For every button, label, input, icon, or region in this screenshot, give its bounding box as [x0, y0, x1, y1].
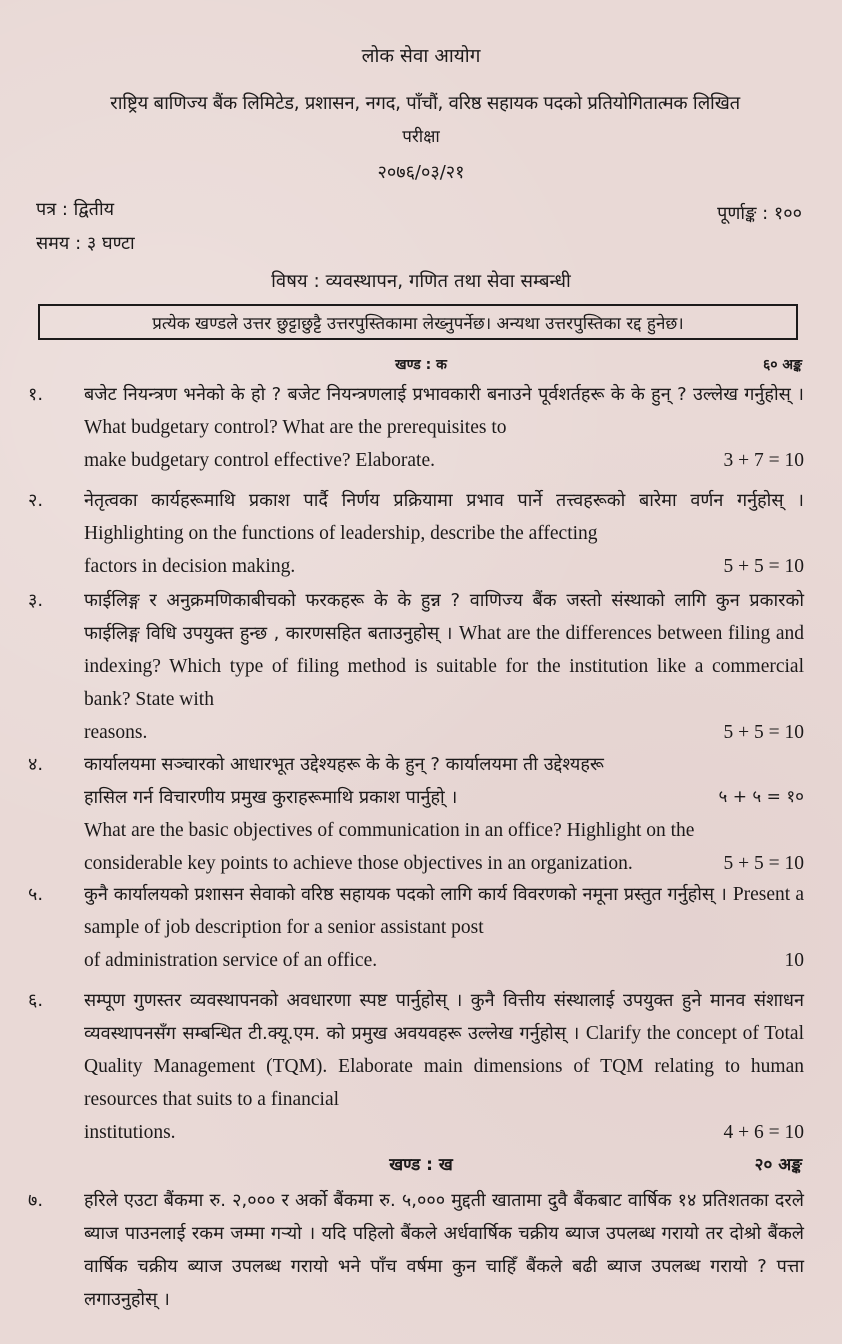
- question-number: ५.: [28, 884, 44, 905]
- question-text-english: What are the basic objectives of communication in an office? Highlight on the: [84, 820, 695, 841]
- question-text: [84, 878, 804, 944]
- exam-title-line1: राष्ट्रिय बाणिज्य बैंक लिमिटेड, प्रशासन, नगद, पाँचौं, वरिष्ठ सहायक पदको प्रतियोगितात्मक लिखित: [110, 93, 740, 114]
- question-number: ४.: [28, 754, 44, 775]
- question-last-line: [84, 1116, 804, 1149]
- question-text-nepali: नेतृत्वका कार्यहरूमाथि प्रकाश पार्दै निर्णय प्रक्रियामा प्रभाव पार्ने तत्त्वहरूको बारेमा वर्णन गर्नुहोस् ।: [84, 490, 804, 511]
- question-text-english: Present a sample of job description for a senior assistant post: [84, 884, 804, 938]
- instruction-notice-text: प्रत्येक खण्डले उत्तर छुट्टाछुट्टै उत्तरपुस्तिकामा लेख्नुपर्नेछ। अन्यथा उत्तरपुस्तिका रद्द हुनेछ।: [152, 313, 684, 334]
- question-last-line: [84, 550, 804, 583]
- question-marks-nepali: ५ + ५ = १०: [718, 787, 804, 807]
- exam-date: २०७६/०३/२१: [377, 162, 465, 183]
- question-text-english: Highlighting on the functions of leadership, describe the affecting: [84, 523, 598, 544]
- question-text-nepali: फाईलिङ्ग र अनुक्रमणिकाबीचको फरकहरू के के हुन्न ? वाणिज्य बैंक जस्तो संस्थाको लागि कुन प्रकारको फाईलिङ्ग विधि उपयुक्त हुन्छ , कारणसहित बताउनुहोस् ।: [84, 590, 804, 644]
- instruction-notice-box: [38, 304, 798, 340]
- question-last-line: [84, 716, 804, 749]
- question-text: [84, 984, 804, 1116]
- question-marks: 3 + 7 = 10: [723, 450, 804, 471]
- question-text: [84, 484, 804, 550]
- organization-name: लोक सेवा आयोग: [361, 45, 481, 67]
- exam-title-line2: परीक्षा: [402, 127, 440, 147]
- question-number: ७.: [28, 1190, 44, 1211]
- question-5: [28, 878, 804, 977]
- question-text-english-end: factors in decision making.: [84, 556, 296, 577]
- question-marks: 5 + 5 = 10: [723, 556, 804, 577]
- question-text-nepali: कार्यालयमा सञ्चारको आधारभूत उद्देश्यहरू के के हुन् ? कार्यालयमा ती उद्देश्यहरू: [84, 754, 604, 775]
- question-text-english-end: reasons.: [84, 722, 148, 743]
- question-text-english-block: [84, 814, 804, 847]
- section-a-marks: ६० अङ्क: [763, 357, 802, 373]
- question-text-nepali: बजेट नियन्त्रण भनेको के हो ? बजेट नियन्त्रणलाई प्रभावकारी बनाउने पूर्वशर्तहरू के के हुन् ? उल्लेख गर्नुहोस् ।: [84, 384, 804, 405]
- full-marks: पूर्णाङ्क : १००: [717, 203, 802, 224]
- question-text-english: What are the differences between filing and indexing? Which type of filing method is suitable for the institution like a commercial bank? State with: [84, 623, 804, 710]
- question-number: ६.: [28, 990, 44, 1011]
- question-marks: 5 + 5 = 10: [723, 853, 804, 874]
- question-text-nepali: हरिले एउटा बैंकमा रु. २,००० र अर्को बैंकमा रु. ५,००० मुद्दती खातामा दुवै बैंकबाट वार्षिक १४ प्रतिशतका दरले ब्याज पाउनलाई रकम जम्मा गऱ्यो । यदि पहिलो बैंकले अर्धवार्षिक चक्रीय ब्याज उपलब्ध गरायो तर दोश्रो बैंकले वार्षिक चक्रीय ब्याज उपलब्ध गरायो भने पाँच वर्षमा कुन चाहिँ बैंकले बढी ब्याज उपलब्ध गरायो ? पत्ता लगाउनुहोस् ।: [84, 1190, 804, 1310]
- question-number: २.: [28, 490, 44, 511]
- question-3: [28, 584, 804, 749]
- question-last-line: [84, 444, 804, 477]
- question-text-english-end: of administration service of an office.: [84, 950, 378, 971]
- question-6: [28, 984, 804, 1149]
- question-text: [84, 1184, 804, 1316]
- subject-title: विषय : व्यवस्थापन, गणित तथा सेवा सम्बन्धी: [271, 271, 571, 292]
- question-text-nepali: सम्पूण गुणस्तर व्यवस्थापनको अवधारणा स्पष्ट पार्नुहोस् । कुनै वित्तीय संस्थालाई उपयुक्त हुने मानव संशाधन व्यवस्थापनसँग सम्बन्धित टी.क्यू.एम. को प्रमुख अवयवहरू उल्लेख गर्नुहोस् ।: [84, 990, 804, 1044]
- question-marks: 10: [784, 950, 804, 971]
- question-number: ३.: [28, 590, 44, 611]
- question-last-line: [84, 944, 804, 977]
- question-text-nepali-block: [84, 748, 804, 781]
- paper-number: पत्र : द्वितीय: [36, 199, 115, 220]
- question-nepali-last-line: [84, 781, 804, 814]
- section-b-header: [0, 1152, 842, 1174]
- question-4: [28, 748, 804, 880]
- question-text-nepali-end: हासिल गर्न विचारणीय प्रमुख कुराहरूमाथि प्रकाश पार्नुहो् ।: [84, 787, 458, 808]
- question-marks: 4 + 6 = 10: [723, 1122, 804, 1143]
- question-text-english: Clarify the concept of Total Quality Management (TQM). Elaborate main dimensions of TQM relating to human resources that suits to a financial: [84, 1023, 804, 1110]
- question-text: [84, 584, 804, 716]
- question-marks: 5 + 5 = 10: [723, 722, 804, 743]
- question-last-line: [84, 847, 804, 880]
- section-b-title: खण्ड : ख: [389, 1155, 453, 1175]
- section-b-marks: २० अङ्क: [754, 1155, 802, 1175]
- question-2: [28, 484, 804, 583]
- question-number: १.: [28, 384, 44, 405]
- question-text-english-end: make budgetary control effective? Elaborate.: [84, 450, 436, 471]
- question-text: [84, 378, 804, 444]
- question-text-english-end: considerable key points to achieve those objectives in an organization.: [84, 853, 633, 874]
- question-1: [28, 378, 804, 477]
- question-text-nepali: कुनै कार्यालयको प्रशासन सेवाको वरिष्ठ सहायक पदको लागि कार्य विवरणको नमूना प्रस्तुत गर्नुहोस् ।: [84, 884, 727, 905]
- section-a-header: [0, 355, 842, 377]
- question-text-english: What budgetary control? What are the prerequisites to: [84, 417, 507, 438]
- exam-duration: समय : ३ घण्टा: [36, 233, 135, 254]
- question-7: [28, 1184, 804, 1316]
- section-a-title: खण्ड : क: [395, 357, 447, 373]
- question-text-english-end: institutions.: [84, 1122, 176, 1143]
